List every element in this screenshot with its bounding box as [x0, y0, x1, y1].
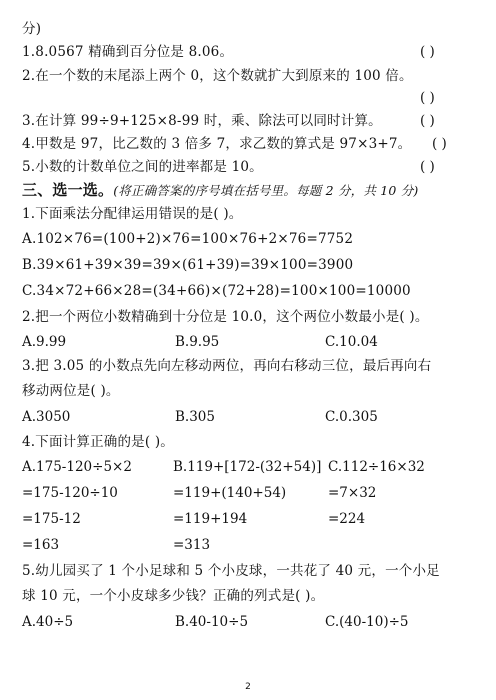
- question-1-option-a[interactable]: A.102×76=(100+2)×76=100×76+2×76=7752: [22, 231, 354, 247]
- question-5-option-c[interactable]: C.(40-10)÷5: [325, 614, 409, 630]
- question-4-option-a[interactable]: A.175-120÷5×2: [22, 459, 132, 475]
- judge-answer-paren-1[interactable]: ( ): [420, 44, 435, 60]
- judge-answer-paren-2[interactable]: ( ): [420, 90, 435, 106]
- question-1-option-b[interactable]: B.39×61+39×39=39×(61+39)=39×100=3900: [22, 257, 354, 273]
- judge-item-3: 3.在计算 99÷9+125×8-99 时，乘、除法可以同时计算。: [22, 113, 382, 129]
- question-4-stem: 4.下面计算正确的是( )。: [22, 434, 175, 450]
- question-4-c-step-1: =7×32: [328, 485, 377, 501]
- question-4-option-c[interactable]: C.112÷16×32: [328, 459, 425, 475]
- judge-answer-paren-3[interactable]: ( ): [420, 113, 435, 129]
- question-4-a-step-3: =163: [22, 537, 60, 553]
- question-2-stem: 2.把一个两位小数精确到十分位是 10.0，这个两位小数最小是( )。: [22, 309, 429, 325]
- question-1-option-c[interactable]: C.34×72+66×28=(34+66)×(72+28)=100×100=10000: [22, 283, 411, 299]
- section-three-instruction: (将正确答案的序号填在括号里。每题 2 分，共 10 分): [113, 183, 419, 198]
- judge-section-tail: 分): [22, 21, 42, 37]
- judge-item-5: 5.小数的计数单位之间的进率都是 10。: [22, 159, 263, 175]
- question-4-option-b[interactable]: B.119+[172-(32+54)]: [173, 459, 322, 475]
- section-three-header: [22, 181, 419, 200]
- question-2-option-a[interactable]: A.9.99: [22, 334, 67, 350]
- judge-item-4: 4.甲数是 97，比乙数的 3 倍多 7，求乙数的算式是 97×3+7。: [22, 136, 412, 152]
- question-4-c-step-2: =224: [328, 511, 366, 527]
- question-4-b-step-3: =313: [173, 537, 211, 553]
- judge-item-2: 2.在一个数的末尾添上两个 0，这个数就扩大到原来的 100 倍。: [22, 68, 413, 84]
- question-5-option-a[interactable]: A.40÷5: [22, 614, 74, 630]
- question-4-b-step-2: =119+194: [173, 511, 248, 527]
- question-2-option-c[interactable]: C.10.04: [325, 334, 378, 350]
- question-4-a-step-2: =175-12: [22, 511, 81, 527]
- page-number: 2: [245, 682, 251, 692]
- question-4-a-step-1: =175-120÷10: [22, 485, 118, 501]
- question-5-stem-line-2: 球 10 元，一个小皮球多少钱？正确的列式是( )。: [22, 588, 325, 604]
- question-3-option-b[interactable]: B.305: [175, 409, 215, 425]
- question-1-stem: 1.下面乘法分配律运用错误的是( )。: [22, 206, 243, 222]
- question-3-stem-line-1: 3.把 3.05 的小数点先向左移动两位，再向右移动三位，最后再向右: [22, 358, 432, 374]
- section-three-title: 三、选一选。: [22, 181, 114, 199]
- judge-item-1: 1.8.0567 精确到百分位是 8.06。: [22, 44, 234, 60]
- question-3-stem-line-2: 移动两位是( )。: [22, 383, 120, 399]
- judge-answer-paren-4[interactable]: ( ): [432, 136, 447, 152]
- question-3-option-c[interactable]: C.0.305: [325, 409, 378, 425]
- question-5-stem-line-1: 5.幼儿园买了 1 个小足球和 5 个小皮球，一共花了 40 元，一个小足: [22, 563, 440, 579]
- question-3-option-a[interactable]: A.3050: [22, 409, 71, 425]
- judge-answer-paren-5[interactable]: ( ): [420, 159, 435, 175]
- question-4-b-step-1: =119+(140+54): [173, 485, 287, 501]
- question-2-option-b[interactable]: B.9.95: [175, 334, 220, 350]
- question-5-option-b[interactable]: B.40-10÷5: [175, 614, 249, 630]
